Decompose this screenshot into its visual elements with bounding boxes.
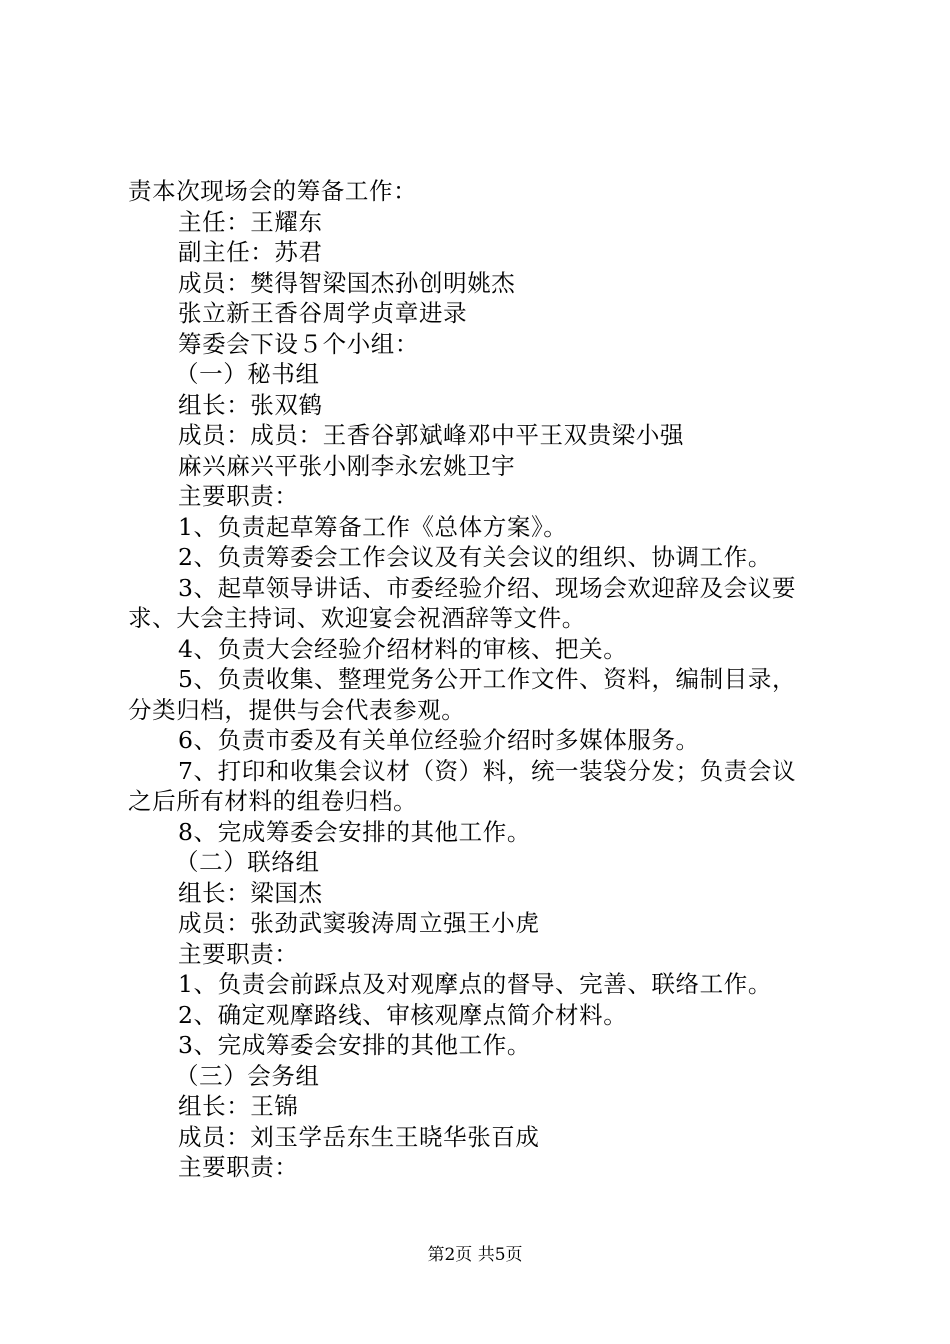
list-item-continuation: 分类归档，提供与会代表参观。 (128, 695, 466, 724)
document-body (128, 176, 833, 1183)
list-item: 2、负责筹委会工作会议及有关会议的组织、协调工作。 (178, 543, 772, 571)
text-line: 成员：樊得智梁国杰孙创明姚杰 (178, 268, 516, 297)
text-line: 副主任：苏君 (178, 238, 323, 266)
text-line: 责本次现场会的筹备工作： (128, 177, 418, 205)
text-line: 主要职责： (178, 1153, 299, 1181)
list-item: 3、完成筹委会安排的其他工作。 (178, 1031, 531, 1059)
text-line: 主要职责： (178, 939, 299, 968)
text-line: 麻兴麻兴平张小刚李永宏姚卫宇 (178, 451, 516, 480)
text-line: 成员：成员：王香谷郭斌峰邓中平王双贵梁小强 (178, 421, 685, 449)
text-line: 组长：张双鹤 (178, 390, 323, 419)
list-item: 2、确定观摩路线、审核观摩点简介材料。 (178, 1000, 628, 1029)
text-line: 主要职责： (178, 482, 299, 510)
text-line: 成员：刘玉学岳东生王晓华张百成 (178, 1122, 540, 1151)
list-item-continuation: 之后所有材料的组卷归档。 (128, 787, 418, 815)
list-item: 7、打印和收集会议材（资）料，统一装袋分发；负责会议 (178, 756, 797, 785)
list-item-continuation: 求、大会主持词、欢迎宴会祝酒辞等文件。 (128, 604, 586, 632)
list-item: 3、起草领导讲话、市委经验介绍、现场会欢迎辞及会议要 (178, 573, 797, 602)
text-line: 组长：梁国杰 (178, 878, 323, 907)
list-item: 4、负责大会经验介绍材料的审核、把关。 (178, 634, 628, 663)
list-item: 6、负责市委及有关单位经验介绍时多媒体服务。 (178, 726, 700, 754)
text-line: 组长：王锦 (178, 1092, 299, 1120)
section-heading: （二）联络组 (175, 848, 320, 876)
list-item: 1、负责起草筹备工作《总体方案》。 (178, 512, 568, 541)
list-item: 8、完成筹委会安排的其他工作。 (178, 817, 531, 846)
section-heading: （三）会务组 (175, 1061, 320, 1090)
text-line: 张立新王香谷周学贞章进录 (178, 299, 468, 327)
text-line: 成员：张劲武窦骏涛周立强王小虎 (178, 909, 540, 937)
list-item: 5、负责收集、整理党务公开工作文件、资料，编制目录， (178, 665, 797, 693)
text-line: 主任：王耀东 (178, 207, 323, 236)
list-item: 1、负责会前踩点及对观摩点的督导、完善、联络工作。 (178, 970, 772, 998)
section-heading: （一）秘书组 (175, 360, 320, 388)
text-line: 筹委会下设５个小组： (178, 329, 419, 358)
page-number-footer: 第2页 共5页 (427, 1245, 523, 1265)
